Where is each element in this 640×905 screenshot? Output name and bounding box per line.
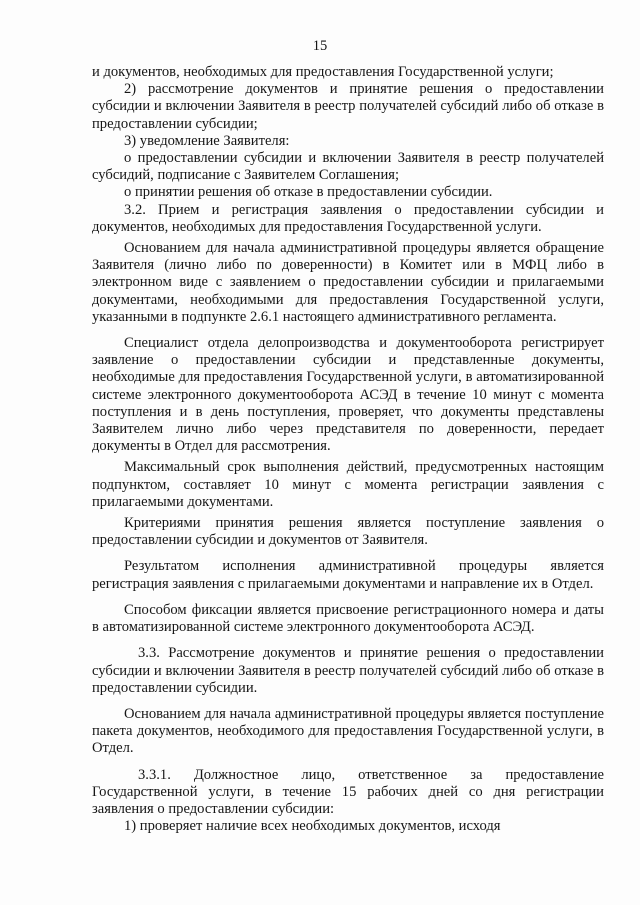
paragraph: Максимальный срок выполнения действий, предусмотренных настоящим подпунктом, составляет 10 минут с момента регистрации заявления с прилагаемыми документами. xyxy=(92,459,604,510)
paragraph: 3.3.1. Должностное лицо, ответственное за предоставление Государственной услуги, в течение 15 рабочих дней со дня регистрации заявления о предоставлении субсидии: xyxy=(92,766,604,817)
paragraph: Критериями принятия решения является поступление заявления о предоставлении субсидии и документов от Заявителя. xyxy=(92,515,604,549)
page-number: 15 xyxy=(312,38,328,54)
paragraph: о принятии решения об отказе в предоставлении субсидии. xyxy=(124,184,493,201)
paragraph: Основанием для начала административной процедуры является обращение Заявителя (лично либо по доверенности) в Комитет или в МФЦ либо в электронном виде с заявлением о предоставлении субсидии и прилагаемыми документами, необходимыми для предоставления Государственной услуги, указанными в подпункте 2.6.1 настоящего административного регламента. xyxy=(92,240,604,325)
paragraph: о предоставлении субсидии и включении Заявителя в реестр получателей субсидий, подписание с Заявителем Соглашения; xyxy=(92,150,604,184)
paragraph: 2) рассмотрение документов и принятие решения о предоставлении субсидии и включении Заявителя в реестр получателей субсидий либо об отказе в предоставлении субсидии; xyxy=(92,81,604,132)
paragraph: Основанием для начала административной процедуры является поступление пакета документов, необходимого для предоставления Государственной услуги, в Отдел. xyxy=(92,705,604,757)
paragraph: 1) проверяет наличие всех необходимых документов, исходя xyxy=(124,818,501,835)
paragraph: Результатом исполнения административной процедуры является регистрация заявления с прилагаемыми документами и направление их в Отдел. xyxy=(92,558,604,592)
paragraph: 3.2. Прием и регистрация заявления о предоставлении субсидии и документов, необходимых для предоставления Государственной услуги. xyxy=(92,201,604,235)
paragraph: Способом фиксации является присвоение регистрационного номера и даты в автоматизированной системе электронного документооборота АСЭД. xyxy=(92,601,604,636)
paragraph: 3) уведомление Заявителя: xyxy=(124,132,290,149)
paragraph: 3.3. Рассмотрение документов и принятие решения о предоставлении субсидии и включении Заявителя в реестр получателей субсидий либо об отказе в предоставлении субсидии. xyxy=(92,645,604,696)
paragraph: Специалист отдела делопроизводства и документооборота регистрирует заявление о предоставлении субсидии и представленные документы, необходимые для предоставления Государственной услуги, в автоматизированной системе электронного документооборота АСЭД в течение 10 минут с момента поступления и в день поступления, проверяет, что документы представлены Заявителем лично либо через представителя по доверенности, передает документы в Отдел для рассмотрения. xyxy=(92,335,604,455)
document-body xyxy=(92,64,604,835)
paragraph: и документов, необходимых для предоставления Государственной услуги; xyxy=(92,64,554,80)
